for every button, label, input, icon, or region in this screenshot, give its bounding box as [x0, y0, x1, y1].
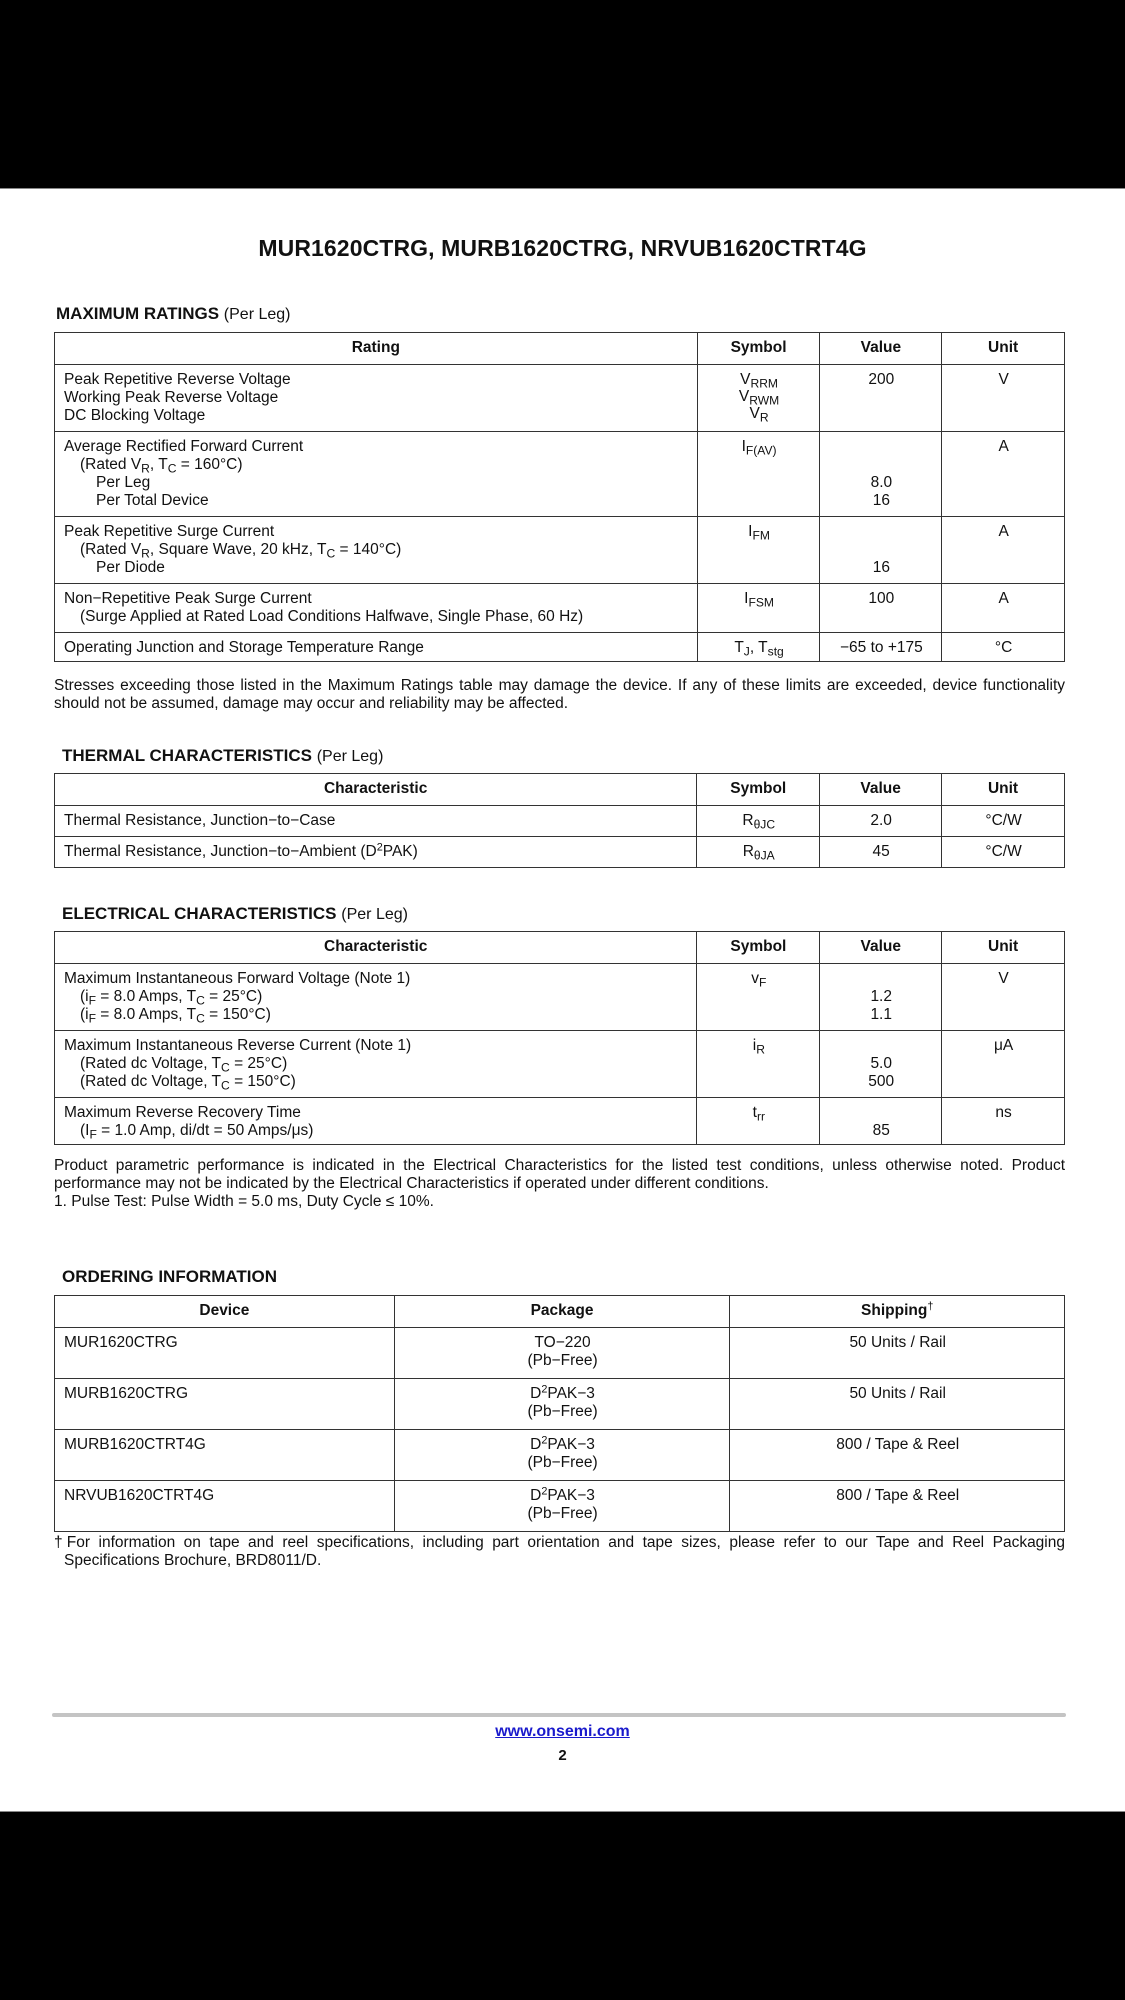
- value-text: 1.1: [870, 1006, 892, 1023]
- rating-text: Per Total Device: [96, 492, 209, 509]
- value-cell: [820, 365, 942, 432]
- characteristic-text: Maximum Instantaneous Forward Voltage (Note 1): [64, 970, 411, 987]
- unit-cell: A: [942, 517, 1065, 584]
- section-subtitle: (Per Leg): [316, 748, 384, 765]
- package-cell: [394, 1328, 730, 1379]
- table-row: [55, 584, 1065, 633]
- max-ratings-note: Stresses exceeding those listed in the Maximum Ratings table may damage the device. If any of these limits are exceeded, device functionality should not be assumed, damage may occur and reliability may be affected.: [54, 677, 1065, 712]
- page-title: MUR1620CTRG, MURB1620CTRG, NRVUB1620CTRT4G: [258, 235, 867, 261]
- symbol-cell: [697, 1098, 820, 1145]
- package-cell: [394, 1430, 730, 1481]
- rating-text: Non−Repetitive Peak Surge Current: [64, 590, 312, 607]
- device-cell: MUR1620CTRG: [55, 1328, 395, 1379]
- characteristic-text: Maximum Instantaneous Reverse Current (Note 1): [64, 1037, 412, 1054]
- section-title: ORDERING INFORMATION: [62, 1267, 278, 1286]
- symbol-cell: [697, 517, 820, 584]
- value-cell: 45: [820, 837, 942, 868]
- unit-cell: μA: [942, 1031, 1065, 1098]
- symbol-if-av: $I_{F(AV)}$: [741, 438, 777, 458]
- symbol-cell: [697, 837, 820, 868]
- rating-text: Per Leg: [96, 474, 151, 491]
- rating-condition: (Rated $V_R$, $T_C = 160^\circ C$): [80, 456, 243, 476]
- column-header: Rating: [55, 333, 698, 365]
- value-text: 16: [872, 559, 890, 576]
- electrical-note: Product parametric performance is indicated in the Electrical Characteristics for the listed test conditions, unless otherwise noted. Product performance may not be indicated by the Electrical Characteristics if operated under different conditions.: [54, 1157, 1065, 1192]
- ordering-table: [54, 1295, 1065, 1532]
- value-text: 5.0: [870, 1055, 892, 1072]
- rating-cell: [55, 432, 698, 517]
- symbol-r-theta-jc: $R_{\theta JC}$: [742, 812, 776, 832]
- unit-cell: V: [942, 365, 1065, 432]
- dagger-mark: †: [927, 1300, 934, 1313]
- symbol-vrwm: $V_{RWM}$: [738, 388, 780, 408]
- ordering-heading: [62, 1267, 277, 1287]
- device-cell: MURB1620CTRT4G: [55, 1430, 395, 1481]
- package-text: $D^2PAK-3$: [530, 1434, 595, 1453]
- symbol-cell: [697, 365, 820, 432]
- column-header: Characteristic: [55, 774, 697, 806]
- rating-text: Working Peak Reverse Voltage: [64, 389, 279, 406]
- column-header: Characteristic: [55, 932, 697, 964]
- column-header: Symbol: [697, 333, 820, 365]
- value-text: 200: [868, 371, 895, 388]
- section-subtitle: (Per Leg): [223, 306, 291, 323]
- page-number: 2: [558, 1747, 567, 1764]
- column-header: Device: [55, 1296, 395, 1328]
- rating-cell: Operating Junction and Storage Temperature Range: [55, 633, 698, 662]
- rating-text: DC Blocking Voltage: [64, 407, 206, 424]
- thermal-table: [54, 773, 1065, 868]
- footnote-text: For information on tape and reel specifications, including part orientation and tape sizes, please refer to our Tape and Reel Packaging Specifications Brochure, BRD8011/D.: [64, 1534, 1065, 1569]
- table-row: [55, 1328, 1065, 1379]
- characteristic-cell: Thermal Resistance, Junction−to−Case: [55, 806, 697, 837]
- characteristic-text: Maximum Reverse Recovery Time: [64, 1104, 301, 1121]
- rating-text: Average Rectified Forward Current: [64, 438, 304, 455]
- column-header: Symbol: [697, 774, 820, 806]
- column-header: Unit: [942, 932, 1065, 964]
- dagger-mark: †: [54, 1534, 67, 1551]
- unit-cell: A: [942, 432, 1065, 517]
- column-header: Value: [820, 333, 942, 365]
- symbol-vr: $V_R$: [749, 405, 769, 425]
- unit-cell: A: [942, 584, 1065, 633]
- table-row: [55, 432, 1065, 517]
- rating-condition: (Surge Applied at Rated Load Conditions Halfwave, Single Phase, 60 Hz): [80, 608, 584, 625]
- characteristic-cell: [55, 964, 697, 1031]
- package-note: (Pb−Free): [527, 1403, 598, 1420]
- unit-cell: °C/W: [942, 806, 1065, 837]
- package-note: (Pb−Free): [527, 1505, 598, 1522]
- condition-text: ($I_F = 1.0$ Amp, di/dt = 50 Amps/μs): [80, 1122, 314, 1142]
- symbol-ifsm: $I_{FSM}$: [744, 590, 774, 610]
- package-text: $D^2PAK-3$: [530, 1485, 595, 1504]
- symbol-tj-tstg: $T_J$, $T_{stg}$: [734, 639, 784, 659]
- condition-text: ($i_F = 8.0$ Amps, $T_C = 25^\circ C$): [80, 988, 263, 1008]
- symbol-trr: $t_{rr}$: [752, 1104, 766, 1124]
- table-header-row: [55, 774, 1065, 806]
- device-cell: NRVUB1620CTRT4G: [55, 1481, 395, 1532]
- column-header: Symbol: [697, 932, 820, 964]
- shipping-cell: 800 / Tape & Reel: [730, 1430, 1065, 1481]
- table-row: [55, 837, 1065, 868]
- rating-text: Peak Repetitive Surge Current: [64, 523, 275, 540]
- rating-cell: [55, 365, 698, 432]
- value-cell: 100: [820, 584, 942, 633]
- package-text: $D^2PAK-3$: [530, 1383, 595, 1402]
- shipping-cell: 800 / Tape & Reel: [730, 1481, 1065, 1532]
- electrical-footnote: 1. Pulse Test: Pulse Width = 5.0 ms, Duty Cycle ≤ 10%.: [54, 1193, 434, 1210]
- value-cell: [820, 964, 942, 1031]
- table-row: [55, 1379, 1065, 1430]
- table-row: [55, 633, 1065, 662]
- value-cell: −65 to +175: [820, 633, 942, 662]
- table-header-row: [55, 932, 1065, 964]
- rating-text: Per Diode: [96, 559, 165, 576]
- table-row: [55, 365, 1065, 432]
- table-header-row: [55, 333, 1065, 365]
- table-row: [55, 1031, 1065, 1098]
- symbol-ir: $i_R$: [752, 1037, 765, 1057]
- electrical-heading: [62, 904, 408, 924]
- value-cell: [820, 1098, 942, 1145]
- column-header: Package: [394, 1296, 730, 1328]
- value-text: 85: [872, 1122, 890, 1139]
- shipping-cell: 50 Units / Rail: [730, 1379, 1065, 1430]
- section-title: ELECTRICAL CHARACTERISTICS: [62, 904, 337, 923]
- table-row: [55, 1481, 1065, 1532]
- thermal-heading: [62, 746, 383, 766]
- rating-cell: [55, 584, 698, 633]
- table-header-row: [55, 1296, 1065, 1328]
- value-cell: [820, 432, 942, 517]
- column-header: [730, 1296, 1065, 1328]
- symbol-cell: [697, 806, 820, 837]
- value-text: 500: [868, 1073, 895, 1090]
- table-row: [55, 1430, 1065, 1481]
- shipping-cell: 50 Units / Rail: [730, 1328, 1065, 1379]
- package-cell: [394, 1379, 730, 1430]
- section-title: MAXIMUM RATINGS: [56, 304, 220, 323]
- symbol-ifm: $I_{FM}$: [748, 523, 770, 543]
- unit-cell: °C/W: [942, 837, 1065, 868]
- table-row: [55, 1098, 1065, 1145]
- condition-text: (Rated dc Voltage, $T_C = 25^\circ C$): [80, 1055, 288, 1075]
- column-header: Unit: [942, 774, 1065, 806]
- symbol-r-theta-ja: $R_{\theta JA}$: [742, 843, 775, 863]
- table-row: [55, 964, 1065, 1031]
- value-text: 8.0: [870, 474, 893, 491]
- unit-cell: °C: [942, 633, 1065, 662]
- characteristic-cell: [55, 1031, 697, 1098]
- condition-text: ($i_F = 8.0$ Amps, $T_C = 150^\circ C$): [80, 1006, 271, 1026]
- table-row: [55, 517, 1065, 584]
- shipping-header-text: Shipping: [861, 1302, 928, 1319]
- characteristic-cell: [55, 1098, 697, 1145]
- device-cell: MURB1620CTRG: [55, 1379, 395, 1430]
- rating-cell: [55, 517, 698, 584]
- section-subtitle: (Per Leg): [341, 906, 408, 923]
- characteristic-cell: Thermal Resistance, Junction−to−Ambient $(D^2PAK)$: [55, 837, 697, 868]
- package-note: (Pb−Free): [527, 1352, 598, 1369]
- symbol-vf: $v_F$: [751, 970, 767, 990]
- condition-text: (Rated dc Voltage, $T_C = 150^\circ C$): [80, 1073, 296, 1093]
- max-ratings-table: [54, 332, 1065, 662]
- package-note: (Pb−Free): [527, 1454, 598, 1471]
- unit-cell: V: [942, 964, 1065, 1031]
- symbol-cell: [697, 633, 820, 662]
- value-cell: [820, 517, 942, 584]
- package-cell: [394, 1481, 730, 1532]
- table-row: [55, 806, 1065, 837]
- unit-cell: ns: [942, 1098, 1065, 1145]
- datasheet-page: [0, 188, 1125, 1812]
- symbol-vrrm: $V_{RRM}$: [740, 371, 778, 391]
- package-text: TO−220: [534, 1334, 591, 1351]
- ordering-footnote: [54, 1534, 1065, 1570]
- symbol-cell: [697, 584, 820, 633]
- rating-text: Peak Repetitive Reverse Voltage: [64, 371, 291, 388]
- onsemi-website-link[interactable]: www.onsemi.com: [495, 1723, 630, 1740]
- column-header: Value: [820, 932, 942, 964]
- column-header: Value: [820, 774, 942, 806]
- value-cell: 2.0: [820, 806, 942, 837]
- max-ratings-heading: [56, 304, 291, 324]
- column-header: Unit: [942, 333, 1065, 365]
- footer-divider: [52, 1713, 1066, 1717]
- rating-condition: (Rated $V_R$, Square Wave, 20 kHz, $T_C = 140^\circ C$): [80, 541, 402, 561]
- symbol-cell: [697, 432, 820, 517]
- value-text: 1.2: [870, 988, 892, 1005]
- symbol-cell: [697, 1031, 820, 1098]
- value-cell: [820, 1031, 942, 1098]
- electrical-table: [54, 931, 1065, 1145]
- value-text: 16: [872, 492, 890, 509]
- symbol-cell: [697, 964, 820, 1031]
- section-title: THERMAL CHARACTERISTICS: [62, 746, 312, 765]
